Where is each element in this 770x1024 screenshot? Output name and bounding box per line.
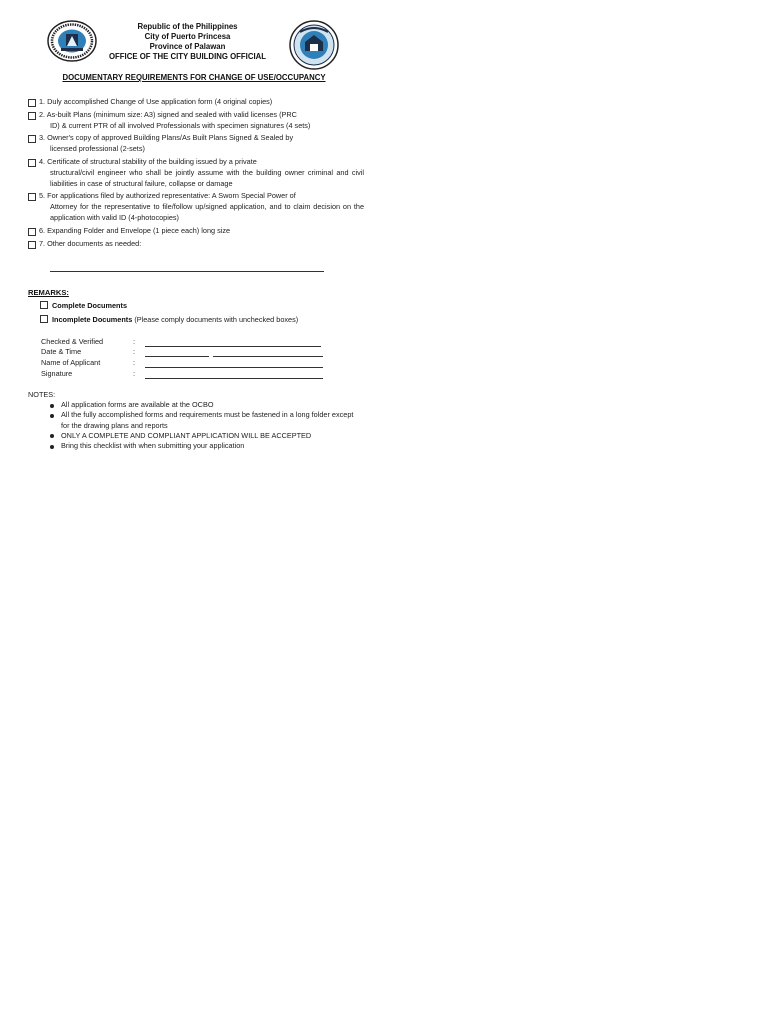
remark-incomplete-label: Incomplete Documents [52,315,133,324]
signature-label: Signature [41,369,73,378]
note-item: Bring this checklist with when submitting your application [50,441,360,451]
remark-complete [40,301,127,310]
note-item: ONLY A COMPLETE AND COMPLIANT APPLICATION WILL BE ACCEPTED [50,431,360,441]
requirement-item [28,133,364,155]
date-field[interactable] [145,356,209,357]
checked-verified-field[interactable] [145,346,321,347]
signature-field[interactable] [145,378,323,379]
applicant-name-label: Name of Applicant [41,358,101,367]
requirement-item [28,157,364,189]
checkbox-icon[interactable] [28,241,36,249]
checkbox-icon[interactable] [28,135,36,143]
requirement-item [28,110,364,132]
field-colon: : [133,358,136,367]
requirement-text: 3. Owner's copy of approved Building Plans/As Built Plans Signed & Sealed by [39,133,294,143]
requirement-item [28,226,364,237]
time-field[interactable] [213,356,323,357]
other-documents-line[interactable] [50,271,324,272]
field-colon: : [133,337,136,346]
requirements-checklist [28,97,364,251]
note-item: All application forms are available at the OCBO [50,400,360,410]
requirement-text: 2. As-built Plans (minimum size: A3) signed and sealed with valid licenses (PRC [39,109,297,119]
requirement-text: 6. Expanding Folder and Envelope (1 piece each) long size [39,225,231,235]
remark-incomplete [40,315,298,324]
remark-incomplete-note: (Please comply documents with unchecked boxes) [134,315,299,324]
applicant-name-field[interactable] [145,367,323,368]
requirement-continuation: ID) & current PTR of all involved Professionals with specimen signatures (4 sets) [50,120,311,130]
requirement-continuation: licensed professional (2-sets) [50,144,145,154]
requirement-item [28,239,364,250]
requirement-text: 4. Certificate of structural stability of the building issued by a private [39,156,257,166]
note-item: All the fully accomplished forms and requirements must be fastened in a long folder except for the drawing plans and reports [50,410,360,431]
requirement-item [28,97,364,108]
date-time-label: Date & Time [41,347,82,356]
document-title: DOCUMENTARY REQUIREMENTS FOR CHANGE OF USE/OCCUPANCY [62,73,326,82]
checkbox-icon[interactable] [40,301,48,309]
ocbo-seal-icon [288,20,340,70]
checkbox-icon[interactable] [28,99,36,107]
requirement-continuation: Attorney for the representative to file/follow up/signed application, and to claim decision on the application with valid ID (4-photocopies) [50,202,364,222]
checkbox-icon[interactable] [28,193,36,201]
checkbox-icon[interactable] [28,159,36,167]
requirement-text: 7. Other documents as needed: [39,238,142,248]
checked-verified-label: Checked & Verified [41,337,104,346]
header-line-republic: Republic of the Philippines [137,22,238,31]
header-line-province: Province of Palawan [149,42,226,51]
requirement-item [28,191,364,223]
field-colon: : [133,347,136,356]
header-line-city: City of Puerto Princesa [144,32,231,41]
field-colon: : [133,369,136,378]
header-line-office: OFFICE OF THE CITY BUILDING OFFICIAL [108,52,267,61]
requirement-continuation: structural/civil engineer who shall be jointly assume with the building owner criminal and civil liabilities in case of structural failure, collapse or damage [50,167,364,188]
requirement-text: 5. For applications filed by authorized representative: A Sworn Special Power of [39,191,296,201]
letterhead [90,22,285,62]
notes-list [50,400,360,451]
checkbox-icon[interactable] [28,112,36,120]
checkbox-icon[interactable] [28,228,36,236]
remarks-label: REMARKS: [28,288,69,297]
checkbox-icon[interactable] [40,315,48,323]
remark-complete-label: Complete Documents [52,301,128,310]
notes-label: NOTES: [28,390,56,399]
requirement-text: 1. Duly accomplished Change of Use application form (4 original copies) [39,97,273,106]
